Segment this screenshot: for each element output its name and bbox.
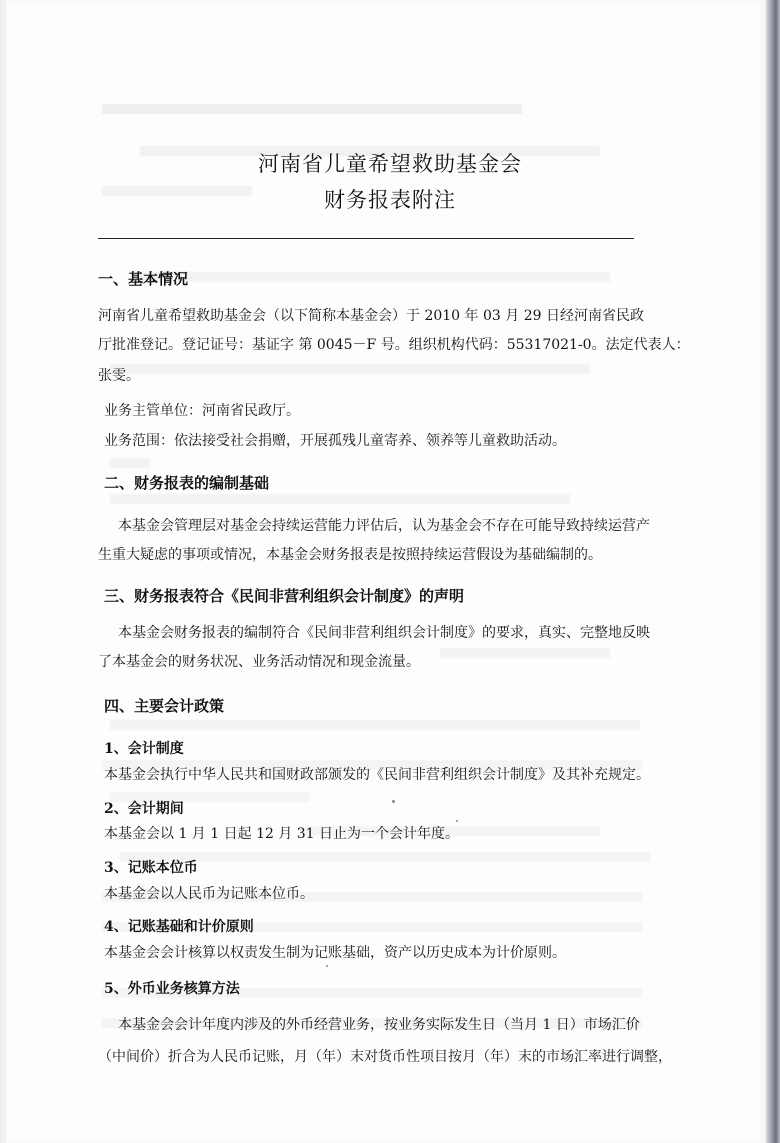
paragraph-line: 业务范围：依法接受社会捐赠，开展孤残儿童寄养、领养等儿童救助活动。 (104, 433, 566, 449)
policy-heading-foreign-currency: 5、外币业务核算方法 (104, 981, 240, 997)
paragraph-line: 张雯。 (98, 368, 140, 384)
paragraph-line: 河南省儿童希望救助基金会（以下简称本基金会）于 2010 年 03 月 29 日经河南省民政 (98, 308, 644, 324)
policy-text: 本基金会会计核算以权责发生制为记账基础，资产以历史成本为计价原则。 (104, 945, 566, 961)
section-heading-compliance: 三、财务报表符合《民间非营利组织会计制度》的声明 (104, 587, 465, 605)
policy-text: 本基金会会计年度内涉及的外币经营业务，按业务实际发生日（当月 1 日）市场汇价 (118, 1017, 640, 1033)
paragraph-line: 了本基金会的财务状况、业务活动情况和现金流量。 (98, 654, 420, 670)
policy-text: 本基金会执行中华人民共和国财政部颁发的《民间非营利组织会计制度》及其补充规定。 (104, 767, 650, 783)
policy-text: 本基金会以人民币为记账本位币。 (104, 886, 314, 902)
policy-heading-accounting-period: 2、会计期间 (104, 801, 184, 817)
policy-text: 本基金会以 1 月 1 日起 12 月 31 日止为一个会计年度。 (104, 826, 460, 842)
paragraph-line: 生重大疑虑的事项或情况，本基金会财务报表是按照持续运营假设为基础编制的。 (98, 547, 602, 563)
policy-text: （中间价）折合为人民币记账，月（年）末对货币性项目按月（年）末的市场汇率进行调整， (98, 1049, 672, 1065)
paragraph-line: 厅批准登记。登记证号：基证字 第 0045－F 号。组织机构代码：55317021-0。法定代表人： (98, 337, 690, 353)
policy-heading-accounting-system: 1、会计制度 (104, 741, 184, 757)
section-heading-accounting-policies: 四、主要会计政策 (104, 697, 225, 715)
paragraph-line: 业务主管单位：河南省民政厅。 (104, 403, 300, 419)
scan-speck (456, 820, 458, 822)
policy-heading-bookkeeping-basis: 4、记账基础和计价原则 (104, 919, 254, 935)
paragraph-line: 本基金会财务报表的编制符合《民间非营利组织会计制度》的要求，真实、完整地反映 (118, 625, 650, 641)
paragraph-line: 本基金会管理层对基金会持续运营能力评估后，认为基金会不存在可能导致持续运营产 (118, 518, 650, 534)
document-title: 河南省儿童希望救助基金会 (258, 152, 522, 176)
section-heading-basic-info: 一、基本情况 (98, 270, 189, 288)
policy-heading-currency: 3、记账本位币 (104, 860, 198, 876)
document-subtitle: 财务报表附注 (324, 188, 456, 212)
scan-speck (326, 965, 328, 967)
section-heading-basis: 二、财务报表的编制基础 (104, 474, 270, 492)
scan-speck (392, 800, 395, 803)
title-divider (98, 238, 634, 239)
